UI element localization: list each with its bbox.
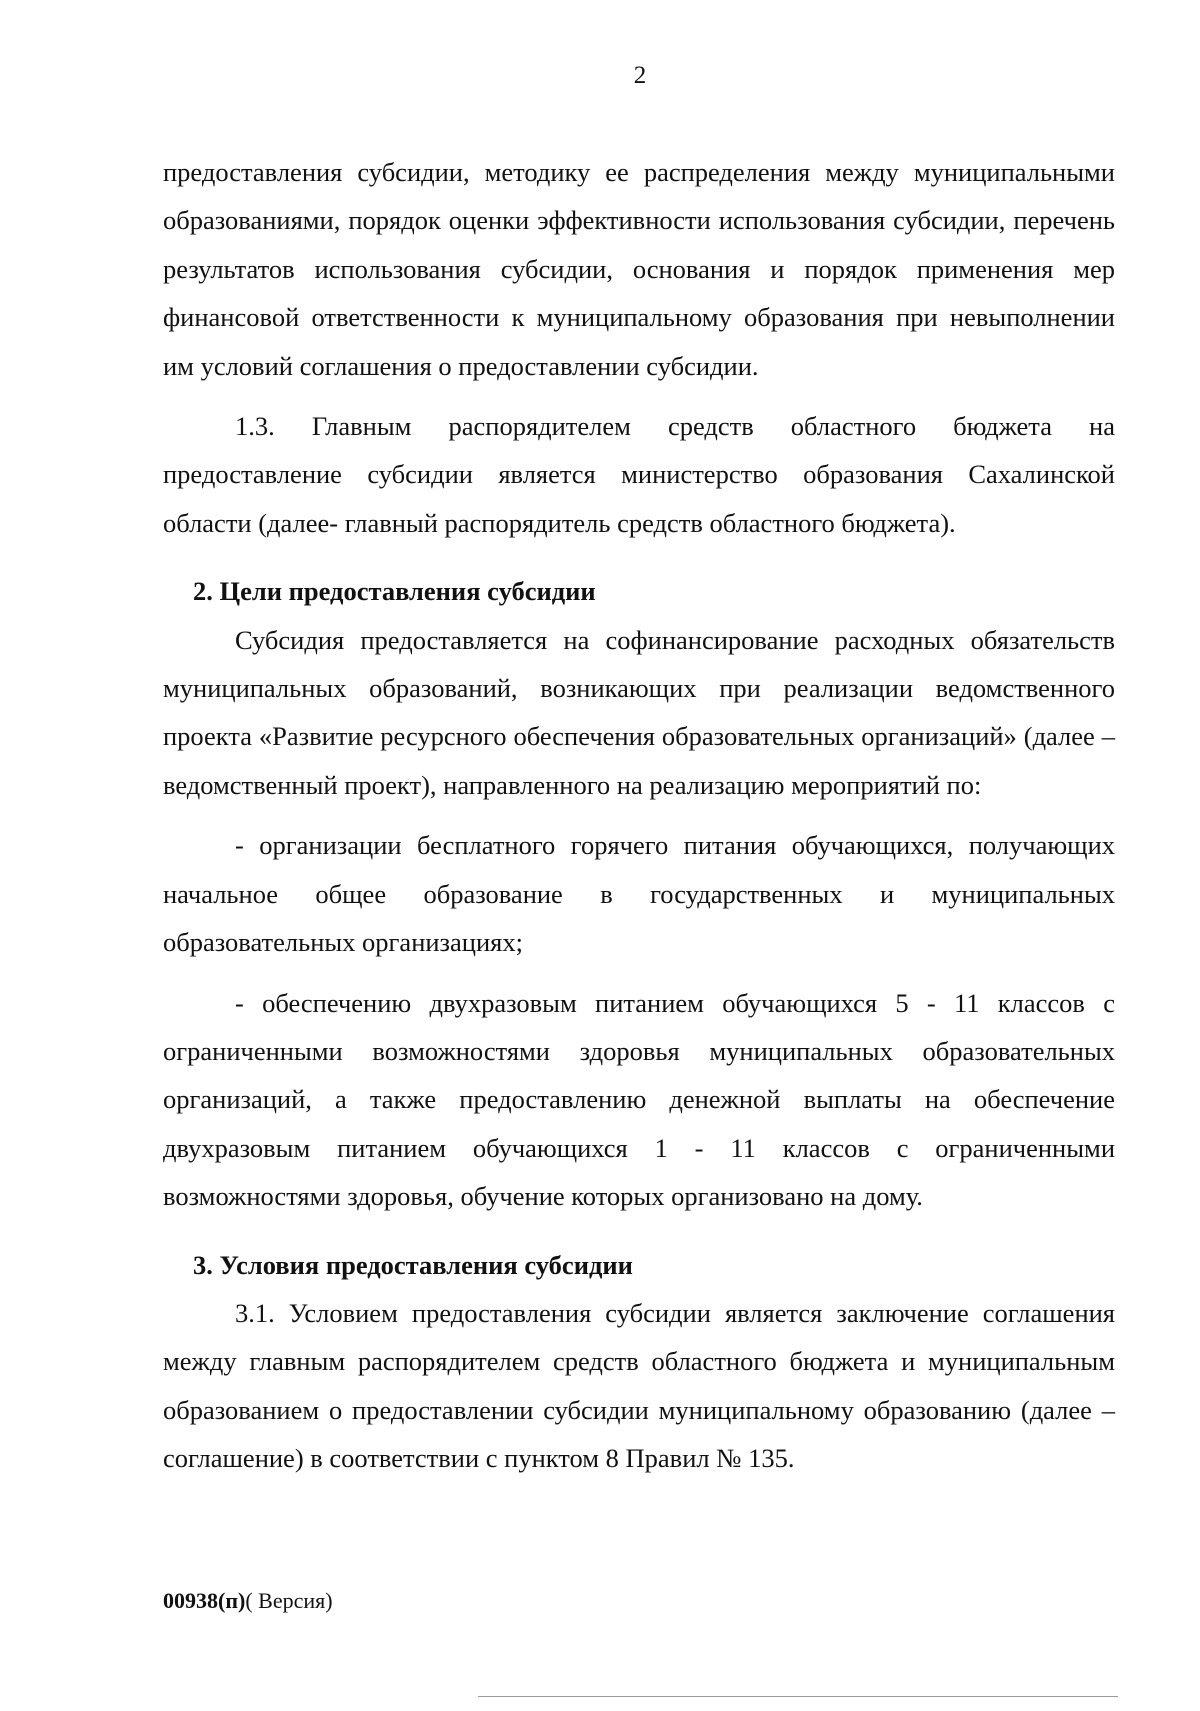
document-version: ( Версия) [245, 1588, 333, 1613]
section-3-title: 3. Условия предоставления субсидии [193, 1249, 633, 1280]
bottom-rule [478, 1696, 1118, 1697]
section-2-list-item: - организации бесплатного горячего питания обучающихся, получающих начальное общее образование в государственных и муниципальных образовательных организациях; [163, 830, 1115, 958]
paragraph-intro-continuation: предоставления субсидии, методику ее распределения между муниципальными образованиями, порядок оценки эффективности использования субсидии, перечень результатов использования субсидии, основания и порядок применения мер финансовой ответственности к муниципальному образования при невыполнении им условий соглашения о предоставлении субсидии. [163, 157, 1115, 381]
paragraph-1-3: 1.3. Главным распорядителем средств областного бюджета на предоставление субсидии является министерство образования Сахалинской области (далее- главный распорядитель средств областного бюджета). [163, 411, 1115, 538]
section-2-title: 2. Цели предоставления субсидии [193, 576, 596, 607]
section-2-paragraph: Субсидия предоставляется на софинансирование расходных обязательств муниципальных образований, возникающих при реализации ведомственного проекта «Развитие ресурсного обеспечения образовательных организаций» (далее – ведомственный проект), направленного на реализацию мероприятий по: [163, 624, 1115, 800]
document-code [163, 1588, 333, 1614]
page-number: 2 [633, 62, 647, 89]
section-2-list-item: - обеспечению двухразовым питанием обучающихся 5 - 11 классов с ограниченными возможностями здоровья муниципальных образовательных организаций, а также предоставлению денежной выплаты на обеспечение двухразовым питанием обучающихся 1 - 11 классов с ограниченными возможностями здоровья, обучение которых организовано на дому. [163, 987, 1115, 1212]
paragraph-3-1: 3.1. Условием предоставления субсидии является заключение соглашения между главным распорядителем средств областного бюджета и муниципальным образованием о предоставлении субсидии муниципальному образованию (далее – соглашение) в соответствии с пунктом 8 Правил № 135. [163, 1297, 1115, 1474]
document-body [163, 148, 1115, 1483]
document-code-number: 00938(п) [163, 1588, 246, 1613]
